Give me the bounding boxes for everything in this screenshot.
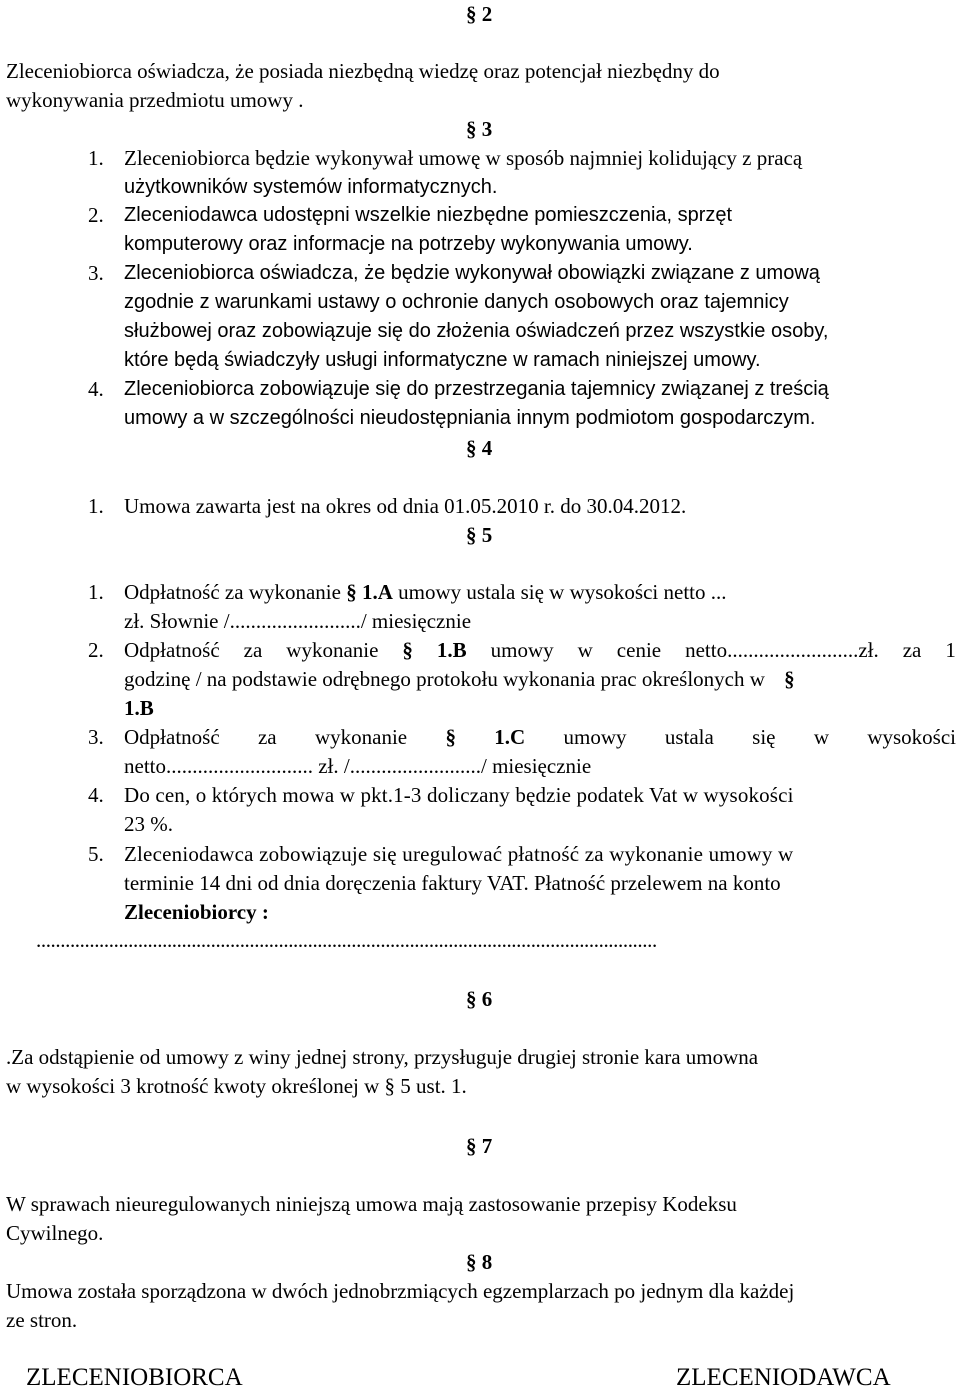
word: wysokości — [867, 725, 956, 749]
item-3-ref: 1.C — [494, 725, 526, 749]
section-6-heading: § 6 — [466, 987, 493, 1011]
section-4-heading: § 4 — [466, 436, 493, 460]
section-3-item-2-line-1: Zleceniodawca udostępni wszelkie niezbędne pomieszczenia, sprzęt — [124, 204, 733, 226]
section-3-item-3-number: 3. — [88, 261, 104, 285]
section-3-item-1-number: 1. — [88, 146, 104, 170]
section-2-line-2: wykonywania przedmiotu umowy . — [6, 88, 304, 112]
section-3-item-1-line-1: Zleceniobiorca będzie wykonywał umowę w sposób najmniej kolidujący z pracą — [124, 146, 803, 170]
section-3-item-2-line-2: komputerowy oraz informacje na potrzeby wykonywania umowy. — [124, 233, 693, 255]
word: umowy — [563, 725, 627, 749]
signature-contractor: ZLECENIOBIORCA — [26, 1364, 243, 1391]
section-7-heading: § 7 — [466, 1134, 493, 1158]
section-3-item-4-number: 4. — [88, 377, 104, 401]
section-3-item-2-number: 2. — [88, 203, 104, 227]
item-1-text-c: umowy ustala się w wysokości netto ... — [392, 580, 727, 604]
section-5-item-1-line-1 — [124, 578, 727, 607]
section-3-item-4-line-2: umowy a w szczególności nieudostępniania innym podmiotom gospodarczym. — [124, 407, 816, 429]
section-5-item-4-line-2: 23 %. — [124, 812, 173, 836]
section-5-item-3-line-1 — [124, 723, 956, 752]
section-3-item-1-line-2: użytkowników systemów informatycznych. — [124, 176, 498, 198]
section-5-item-5-line-3: Zleceniobiorcy : — [124, 900, 269, 924]
account-dots: ................................................................................................................................ — [36, 928, 657, 952]
signature-client: ZLECENIODAWCA — [676, 1364, 891, 1391]
section-sign: § — [784, 667, 795, 691]
section-3-heading: § 3 — [466, 117, 493, 141]
section-3-item-4-line-1: Zleceniobiorca zobowiązuje się do przestrzegania tajemnicy związanej z treścią — [124, 378, 829, 400]
word: cenie — [616, 638, 662, 662]
word: 1 — [945, 638, 956, 662]
section-5-item-5-line-1: Zleceniodawca zobowiązuje się uregulować płatność za wykonanie umowy w — [124, 842, 794, 866]
section-2-heading: § 2 — [466, 2, 493, 26]
word: w — [577, 638, 593, 662]
section-3-item-3-line-3: służbowej oraz zobowiązuje się do złożenia oświadczeń przez wszystkie osoby, — [124, 320, 829, 342]
section-4-item-1-number: 1. — [88, 494, 104, 518]
section-3-item-3-line-4: które będą świadczyły usługi informatyczne w ramach niniejszej umowy. — [124, 349, 761, 371]
section-3-item-3-line-1: Zleceniobiorca oświadcza, że będzie wykonywał obowiązki związane z umową — [124, 262, 820, 284]
section-5-item-5-line-2: terminie 14 dni od dnia doręczenia faktury VAT. Płatność przelewem na konto — [124, 871, 781, 895]
section-sign: § — [346, 580, 357, 604]
word: wykonanie — [314, 725, 408, 749]
section-2-line-1: Zleceniobiorca oświadcza, że posiada niezbędną wiedzę oraz potencjał niezbędny do — [6, 59, 720, 83]
section-8-line-1: Umowa została sporządzona w dwóch jednobrzmiących egzemplarzach po jednym dla każdej — [6, 1279, 795, 1303]
section-6-line-1: .Za odstąpienie od umowy z winy jednej strony, przysługuje drugiej stronie kara umowna — [6, 1045, 759, 1069]
section-5-item-4-line-1: Do cen, o których mowa w pkt.1-3 doliczany będzie podatek Vat w wysokości — [124, 783, 794, 807]
word: ustala — [664, 725, 714, 749]
section-4-item-1-text: Umowa zawarta jest na okres od dnia 01.05.2010 r. do 30.04.2012. — [124, 494, 687, 518]
section-5-item-4-number: 4. — [88, 783, 104, 807]
section-5-item-2-line-2 — [124, 665, 795, 694]
section-8-heading: § 8 — [466, 1250, 493, 1274]
word: Odpłatność — [124, 725, 220, 749]
word: Odpłatność — [124, 638, 220, 662]
word: za — [243, 638, 263, 662]
word: wykonanie — [286, 638, 379, 662]
word: za — [902, 638, 922, 662]
word: w — [813, 725, 829, 749]
item-1-ref: 1.A — [361, 580, 393, 604]
section-sign: § — [402, 638, 413, 662]
section-5-item-1-line-2: zł. Słownie /........................./ miesięcznie — [124, 609, 472, 633]
section-6-line-2: w wysokości 3 krotność kwoty określonej w § 5 ust. 1. — [6, 1074, 467, 1098]
word: się — [752, 725, 776, 749]
section-5-item-2-line-3: 1.B — [124, 696, 154, 720]
section-3-item-3-line-2: zgodnie z warunkami ustawy o ochronie danych osobowych oraz tajemnicy — [124, 291, 789, 313]
item-2-ref: 1.B — [436, 638, 467, 662]
word: netto.........................zł. — [685, 638, 879, 662]
section-5-item-3-line-2: netto............................ zł. /........................./ miesięcznie — [124, 754, 592, 778]
item-2-text: godzinę / na podstawie odrębnego protokołu wykonania prac określonych w — [124, 667, 765, 691]
item-1-text-a: Odpłatność za wykonanie — [124, 580, 347, 604]
section-5-item-3-number: 3. — [88, 725, 104, 749]
section-7-line-2: Cywilnego. — [6, 1221, 104, 1245]
section-7-line-1: W sprawach nieuregulowanych niniejszą umowa mają zastosowanie przepisy Kodeksu — [6, 1192, 737, 1216]
section-5-heading: § 5 — [466, 523, 493, 547]
word: umowy — [490, 638, 554, 662]
section-5-item-2-line-1 — [124, 636, 956, 665]
section-5-item-1-number: 1. — [88, 580, 104, 604]
section-8-line-2: ze stron. — [6, 1308, 78, 1332]
word: za — [257, 725, 277, 749]
section-sign: § — [445, 725, 456, 749]
section-5-item-5-number: 5. — [88, 842, 104, 866]
section-5-item-2-number: 2. — [88, 638, 104, 662]
